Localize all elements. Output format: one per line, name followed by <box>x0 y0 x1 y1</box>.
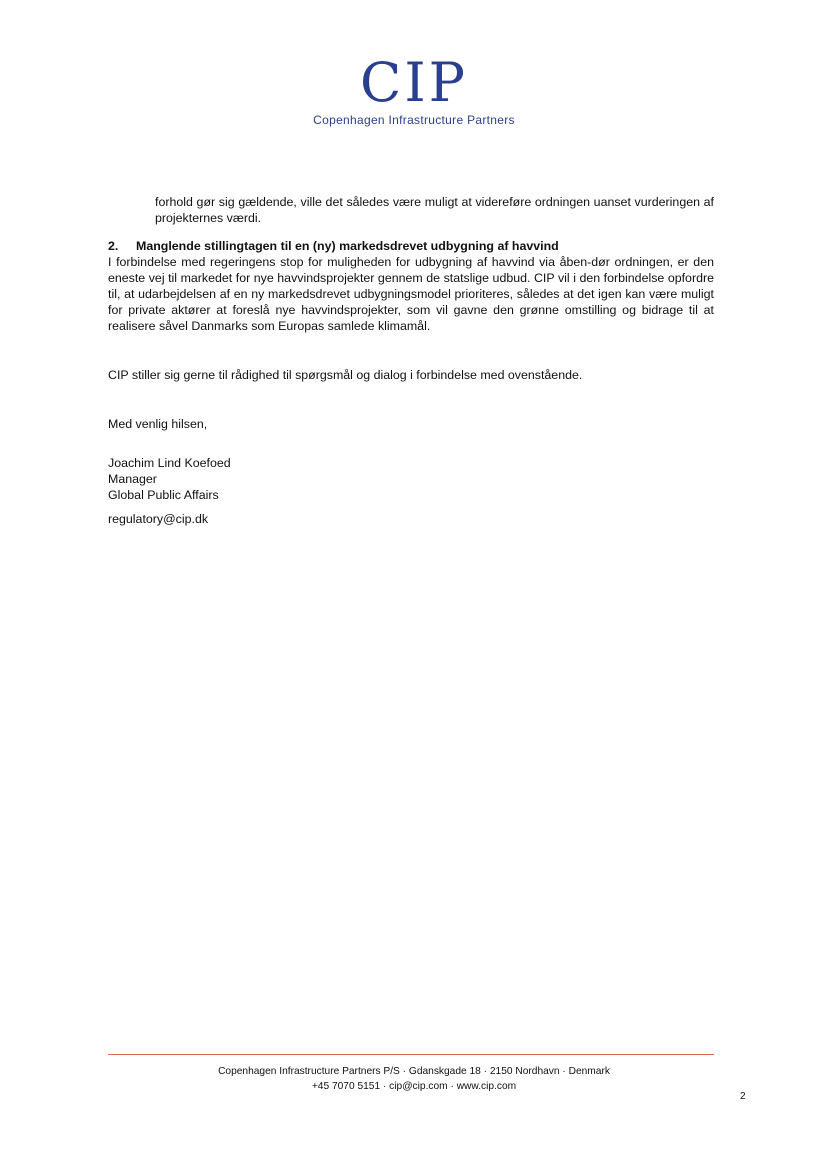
contact-email: regulatory@cip.dk <box>108 512 209 526</box>
footer-divider <box>108 1054 714 1055</box>
footer-contact: +45 7070 5151 · cip@cip.com · www.cip.com <box>311 1081 517 1092</box>
letter-body <box>108 194 714 527</box>
section-paragraph: I forbindelse med regeringens stop for muligheden for udbygning af havvind via åben-dør ordningen, er den eneste vej til markedet for nye havvindsprojekter gennem de statslige udbud. CIP vil i den forbindelse opfordre til, at udarbejdelsen af en ny markedsdrevet udbygningsmodel prioriteres, således at det igen kan være muligt for private aktører at foreslå nye havvindsprojekter, som vil gavne den grønne omstilling og bidrage til at realisere såvel Danmarks som Europas samlede klimamål. <box>108 255 714 333</box>
closing-paragraph: CIP stiller sig gerne til rådighed til spørgsmål og dialog i forbindelse med ovenstående. <box>108 368 583 382</box>
footer-address: Copenhagen Infrastructure Partners P/S · Gdanskgade 18 · 2150 Nordhavn · Denmark <box>218 1066 610 1077</box>
company-logo <box>0 51 828 127</box>
page-number: 2 <box>740 1091 746 1102</box>
section-heading <box>108 238 714 254</box>
section-title: Manglende stillingtagen til en (ny) markedsdrevet udbygning af havvind <box>136 239 559 253</box>
signer-department: Global Public Affairs <box>108 488 219 502</box>
greeting: Med venlig hilsen, <box>108 417 208 431</box>
continued-paragraph: forhold gør sig gældende, ville det således være muligt at videreføre ordningen uanset vurderingen af projekternes værdi. <box>155 195 714 225</box>
signer-title: Manager <box>108 472 157 486</box>
signature-block <box>108 455 714 503</box>
section-number: 2. <box>108 239 119 253</box>
logo-company-name: Copenhagen Infrastructure Partners <box>313 113 515 127</box>
page-footer <box>0 1064 828 1094</box>
signer-name: Joachim Lind Koefoed <box>108 456 231 470</box>
logo-mark: CIP <box>360 51 468 114</box>
